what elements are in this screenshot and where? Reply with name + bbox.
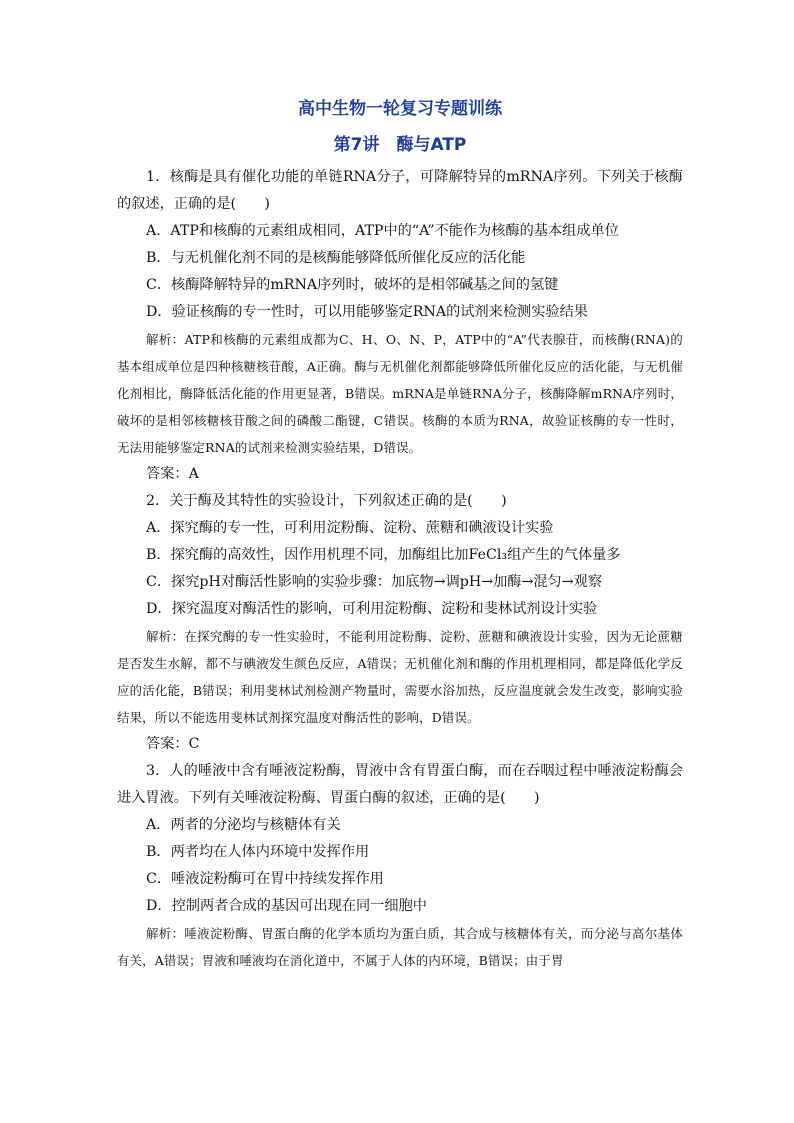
option-b: B．探究酶的高效性，因作用机理不同，加酶组比加FeCl₃组产生的气体量多 [146, 547, 621, 563]
option-a: A．两者的分泌均与核糖体有关 [146, 817, 341, 833]
option-b: B．两者均在人体内环境中发挥作用 [146, 844, 370, 860]
analysis-text: 解析：唾液淀粉酶、胃蛋白酶的化学本质均为蛋白质，其合成与核糖体有关，而分泌与高尔基体有关，A错误；胃液和唾液均在消化道中，不属于人体的内环境，B错误；由于胃 [117, 926, 683, 968]
option-a: A．探究酶的专一性，可利用淀粉酶、淀粉、蔗糖和碘液设计实验 [146, 520, 554, 536]
document-page [117, 96, 683, 974]
answer-text: 答案：C [146, 736, 200, 752]
lecture-title: 第7讲 酶与ATP [333, 135, 467, 155]
analysis-text: 解析：在探究酶的专一性实验时，不能利用淀粉酶、淀粉、蔗糖和碘液设计实验，因为无论蔗糖是否发生水解，都不与碘液发生颜色反应，A错误；无机催化剂和酶的作用机理相同，都是降低化学反应的活化能，B错误；利用斐林试剂检测产物量时，需要水浴加热，反应温度就会发生改变，影响实验结果，所以不能选用斐林试剂探究温度对酶活性的影响，D错误。 [117, 629, 683, 725]
option-c: C．唾液淀粉酶可在胃中持续发挥作用 [146, 871, 384, 887]
analysis-text: 解析：ATP和核酶的元素组成都为C、H、O、N、P，ATP中的“A”代表腺苷，而核酶(RNA)的基本组成单位是四种核糖核苷酸，A正确。酶与无机催化剂都能够降低所催化反应的活化能，与无机催化剂相比，酶降低活化能的作用更显著，B错误。mRNA是单链RNA分子，核酶降解mRNA序列时，破坏的是相邻核糖核苷酸之间的磷酸二酯键，C错误。核酶的本质为RNA，故验证核酶的专一性时，无法用能够鉴定RNA的试剂来检测实验结果，D错误。 [117, 332, 683, 455]
option-d: D．控制两者合成的基因可出现在同一细胞中 [146, 898, 427, 914]
answer-text: 答案：A [146, 466, 199, 482]
question-1 [117, 164, 683, 488]
question-stem: 1．核酶是具有催化功能的单链RNA分子，可降解特异的mRNA序列。下列关于核酶的叙述，正确的是( ) [117, 169, 683, 212]
question-2 [117, 488, 683, 758]
option-c: C．探究pH对酶活性影响的实验步骤：加底物→调pH→加酶→混匀→观察 [146, 574, 603, 590]
option-b: B．与无机催化剂不同的是核酶能够降低所催化反应的活化能 [146, 250, 526, 266]
question-3 [117, 758, 683, 974]
question-stem: 3．人的唾液中含有唾液淀粉酶，胃液中含有胃蛋白酶，而在吞咽过程中唾液淀粉酶会进入胃液。下列有关唾液淀粉酶、胃蛋白酶的叙述，正确的是( ) [117, 763, 683, 806]
document-title: 高中生物一轮复习专题训练 [298, 99, 502, 119]
question-stem: 2．关于酶及其特性的实验设计，下列叙述正确的是( ) [146, 493, 507, 509]
option-d: D．探究温度对酶活性的影响，可利用淀粉酶、淀粉和斐林试剂设计实验 [146, 601, 598, 617]
option-c: C．核酶降解特异的mRNA序列时，破坏的是相邻碱基之间的氢键 [146, 277, 559, 293]
option-a: A．ATP和核酶的元素组成相同，ATP中的“A”不能作为核酶的基本组成单位 [146, 223, 619, 239]
option-d: D．验证核酶的专一性时，可以用能够鉴定RNA的试剂来检测实验结果 [146, 304, 588, 320]
